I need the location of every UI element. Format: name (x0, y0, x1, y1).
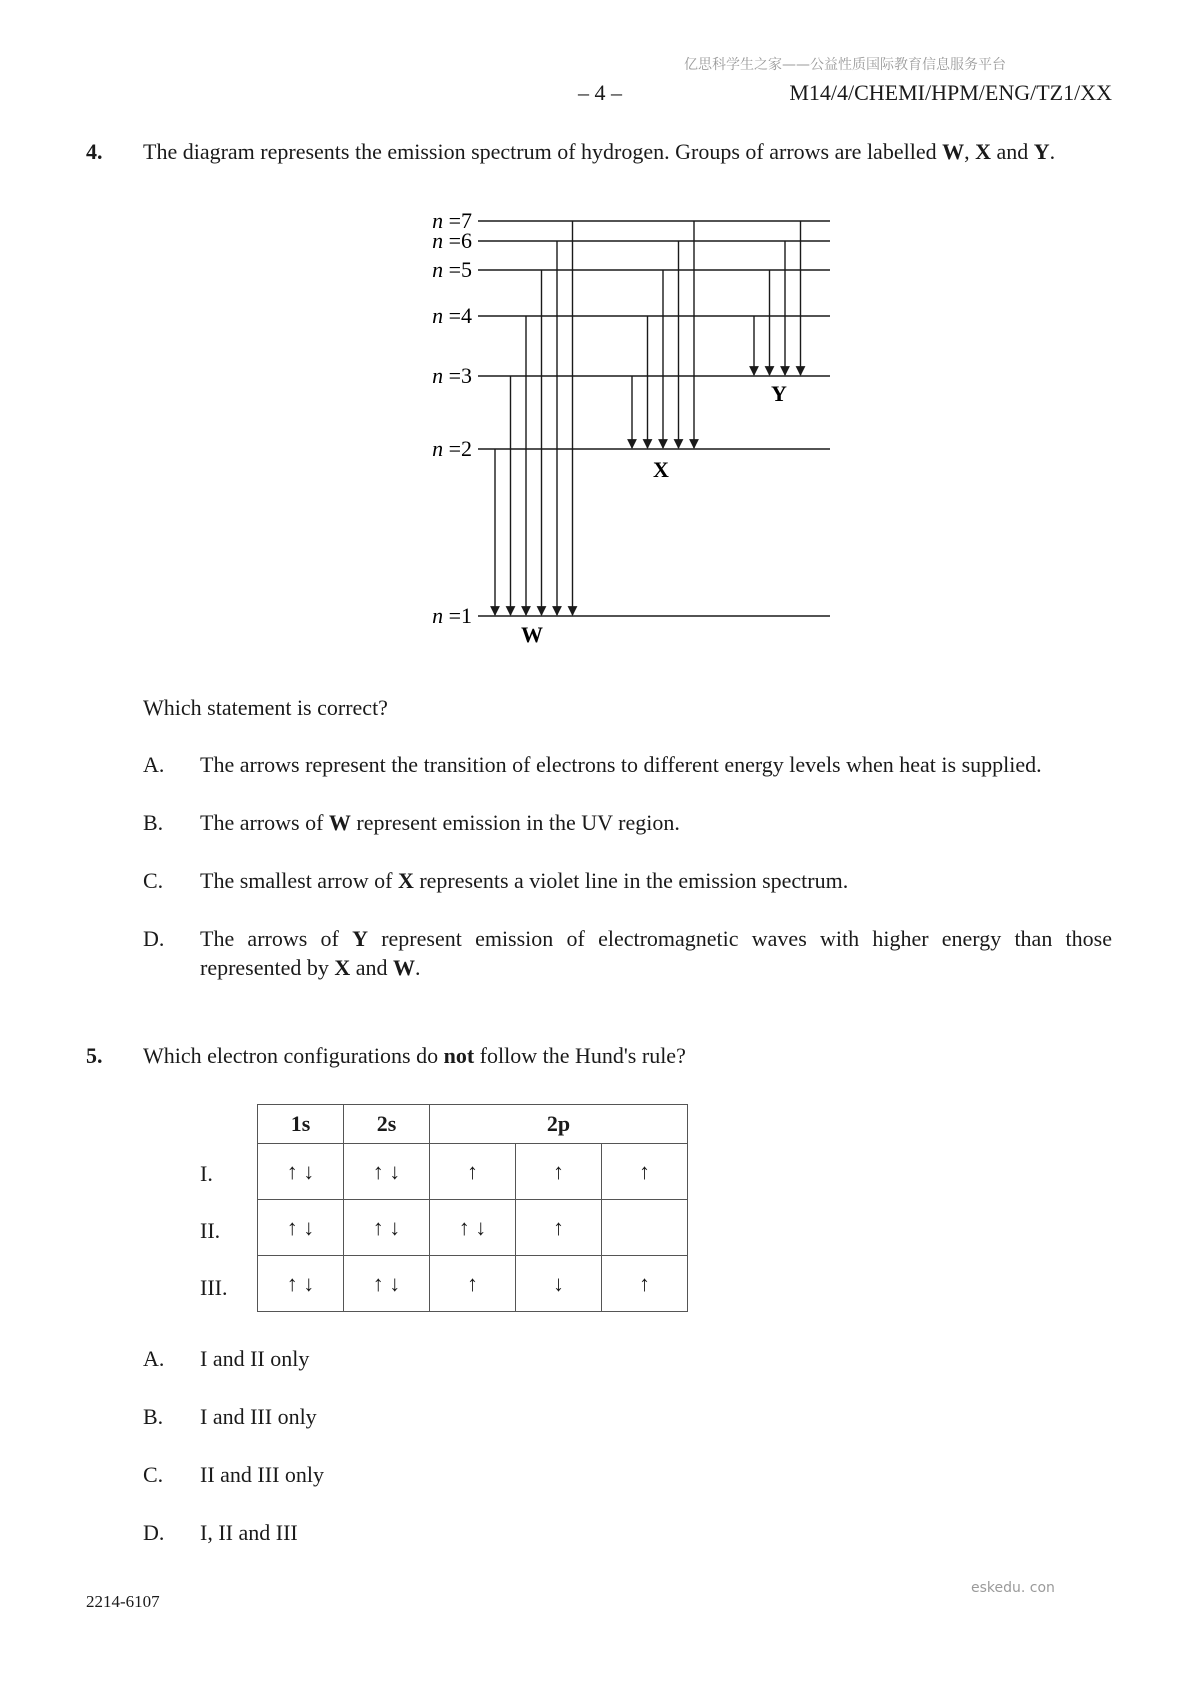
q5-option-a-letter: A. (143, 1346, 165, 1371)
table-cell: ↑ (602, 1256, 688, 1312)
q4-option-d-letter: D. (143, 926, 165, 951)
table-cell: ↑ ↓ (258, 1144, 344, 1200)
energy-level-label: n =2 (432, 436, 472, 461)
table-cell: ↑ ↓ (430, 1200, 516, 1256)
header-2p: 2p (430, 1105, 688, 1144)
energy-level-label: n =3 (432, 363, 472, 388)
energy-levels (432, 208, 830, 628)
q5-stem: Which electron configurations do not follow the Hund's rule? (143, 1043, 686, 1068)
table-cell: ↑ ↓ (258, 1256, 344, 1312)
group-label-w: W (521, 622, 543, 647)
q5-option-d-letter: D. (143, 1520, 165, 1545)
row-label-ii: II. (200, 1218, 221, 1243)
q5-option-a-text: I and II only (200, 1346, 310, 1371)
q5-option-b-letter: B. (143, 1404, 164, 1429)
q5-option-d-text: I, II and III (200, 1520, 298, 1545)
row-label-i: I. (200, 1161, 213, 1186)
header-watermark: 亿思科学生之家——公益性质国际教育信息服务平台 (684, 57, 1006, 73)
q4-option-a-letter: A. (143, 752, 165, 777)
q5-option-b-text: I and III only (200, 1404, 317, 1429)
table-cell: ↑ (516, 1200, 602, 1256)
q5-option-c-text: II and III only (200, 1462, 325, 1487)
footer-code: 2214-6107 (86, 1592, 160, 1611)
table-row (258, 1256, 688, 1312)
table-cell: ↑ ↓ (344, 1256, 430, 1312)
footer-watermark: eskedu. con (971, 1580, 1055, 1596)
table-cell (602, 1200, 688, 1256)
table-cell: ↑ ↓ (258, 1200, 344, 1256)
energy-level-label: n =7 (432, 208, 472, 233)
page-number: – 4 – (578, 80, 622, 105)
q4-option-c-text: The smallest arrow of X represents a violet line in the emission spectrum. (200, 868, 849, 893)
header-1s: 1s (258, 1105, 344, 1144)
q4-question: Which statement is correct? (143, 695, 388, 720)
row-label-iii: III. (200, 1275, 228, 1300)
energy-level-label: n =5 (432, 257, 472, 282)
group-label-y: Y (771, 381, 787, 406)
table-cell: ↑ (430, 1256, 516, 1312)
emission-spectrum-diagram (0, 0, 1191, 680)
table-row (258, 1200, 688, 1256)
transition-arrows (495, 221, 801, 615)
q4-number: 4. (86, 139, 103, 164)
table-cell: ↓ (516, 1256, 602, 1312)
orbital-table (257, 1104, 688, 1312)
q4-option-d-line2: represented by X and W. (200, 955, 421, 980)
table-cell: ↑ (602, 1144, 688, 1200)
table-header-row (258, 1105, 688, 1144)
table-cell: ↑ (516, 1144, 602, 1200)
q4-option-a-text: The arrows represent the transition of electrons to different energy levels when heat is supplied. (200, 752, 1042, 777)
q4-option-b-letter: B. (143, 810, 164, 835)
header-2s: 2s (344, 1105, 430, 1144)
q5-option-c-letter: C. (143, 1462, 164, 1487)
q4-option-c-letter: C. (143, 868, 164, 893)
group-label-x: X (653, 457, 669, 482)
energy-level-label: n =4 (432, 303, 472, 328)
table-row (258, 1144, 688, 1200)
energy-level-label: n =1 (432, 603, 472, 628)
paper-code: M14/4/CHEMI/HPM/ENG/TZ1/XX (789, 80, 1112, 105)
table-cell: ↑ ↓ (344, 1200, 430, 1256)
energy-level-label: n =6 (432, 228, 472, 253)
q4-option-d-line1: The arrows of Y represent emission of electromagnetic waves with higher energy than those (200, 926, 1112, 951)
table-cell: ↑ ↓ (344, 1144, 430, 1200)
q4-option-b-text: The arrows of W represent emission in the UV region. (200, 810, 680, 835)
q5-number: 5. (86, 1043, 103, 1068)
q4-stem: The diagram represents the emission spectrum of hydrogen. Groups of arrows are labelled W, X and Y. (143, 139, 1056, 164)
table-cell: ↑ (430, 1144, 516, 1200)
